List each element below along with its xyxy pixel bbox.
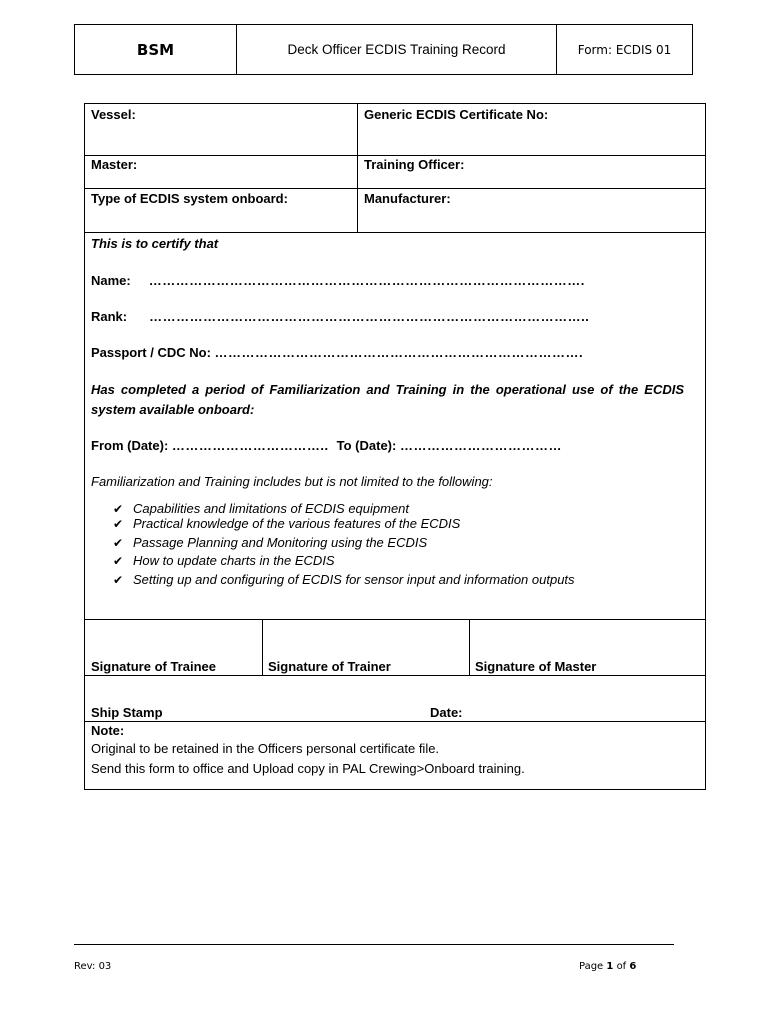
master-signature-field[interactable]: Signature of Master (475, 659, 597, 674)
revision-number: Rev: 03 (74, 961, 112, 972)
rank-dots: …………………………………………………………………………………….. (149, 309, 590, 324)
completed-statement-line1: Has completed a period of Familiarization and Training in the operational use of the ECDIS (91, 382, 684, 397)
name-line[interactable] (91, 273, 585, 288)
list-item: ✔ Passage Planning and Monitoring using the ECDIS (113, 535, 428, 550)
completed-statement-line2: system available onboard: (91, 402, 255, 417)
row-divider (85, 721, 705, 722)
from-date-label: From (Date): (91, 438, 169, 453)
name-label: Name: (91, 273, 131, 288)
date-range-line[interactable] (91, 438, 562, 453)
checkmark-icon: ✔ (113, 554, 124, 568)
checkmark-icon: ✔ (113, 517, 124, 531)
form-title: Deck Officer ECDIS Training Record (237, 25, 557, 74)
checkmark-icon: ✔ (113, 502, 124, 516)
stamp-date-field[interactable]: Date: (430, 705, 463, 720)
document-header (74, 24, 693, 75)
footer-divider (74, 944, 674, 945)
passport-label: Passport / CDC No: (91, 345, 211, 360)
training-record-form (84, 103, 706, 790)
to-date-dots: ……………………………… (399, 438, 562, 453)
trainee-signature-field[interactable]: Signature of Trainee (91, 659, 216, 674)
ecdis-type-field[interactable]: Type of ECDIS system onboard: (91, 191, 288, 206)
row-divider (85, 188, 705, 189)
to-date-label: To (Date): (336, 438, 397, 453)
certify-intro: This is to certify that (91, 236, 219, 251)
note-title: Note: (91, 723, 125, 738)
vessel-field[interactable]: Vessel: (91, 107, 136, 122)
row-divider (85, 675, 705, 676)
master-field[interactable]: Master: (91, 157, 138, 172)
rank-label: Rank: (91, 309, 128, 324)
list-item: ✔ How to update charts in the ECDIS (113, 553, 335, 568)
note-line-1: Original to be retained in the Officers personal certificate file. (91, 741, 440, 756)
includes-statement: Familiarization and Training includes but is not limited to the following: (91, 474, 493, 489)
company-name: BSM (75, 25, 237, 74)
list-item: ✔ Setting up and configuring of ECDIS for sensor input and information outputs (113, 572, 575, 587)
checkmark-icon: ✔ (113, 573, 124, 587)
column-divider (262, 619, 263, 675)
checkmark-icon: ✔ (113, 536, 124, 550)
page-indicator: Page 1 of 6 (579, 961, 637, 972)
list-item: ✔ Practical knowledge of the various features of the ECDIS (113, 516, 461, 531)
manufacturer-field[interactable]: Manufacturer: (364, 191, 451, 206)
rank-line[interactable] (91, 309, 589, 324)
column-divider (357, 104, 358, 232)
note-line-2: Send this form to office and Upload copy in PAL Crewing>Onboard training. (91, 761, 525, 776)
passport-dots: ………………………………………………………………………. (214, 345, 584, 360)
certificate-number-field[interactable]: Generic ECDIS Certificate No: (364, 107, 549, 122)
column-divider (469, 619, 470, 675)
row-divider (85, 155, 705, 156)
ship-stamp-field[interactable]: Ship Stamp (91, 705, 163, 720)
name-dots: ……………………………………………………………………………………. (148, 273, 585, 288)
passport-line[interactable] (91, 345, 583, 360)
trainer-signature-field[interactable]: Signature of Trainer (268, 659, 391, 674)
from-date-dots: …………………………….. (171, 438, 329, 453)
row-divider (85, 232, 705, 233)
form-number: Form: ECDIS 01 (577, 42, 672, 57)
row-divider (85, 619, 705, 620)
list-item: ✔ Capabilities and limitations of ECDIS equipment (113, 501, 410, 516)
training-officer-field[interactable]: Training Officer: (364, 157, 465, 172)
